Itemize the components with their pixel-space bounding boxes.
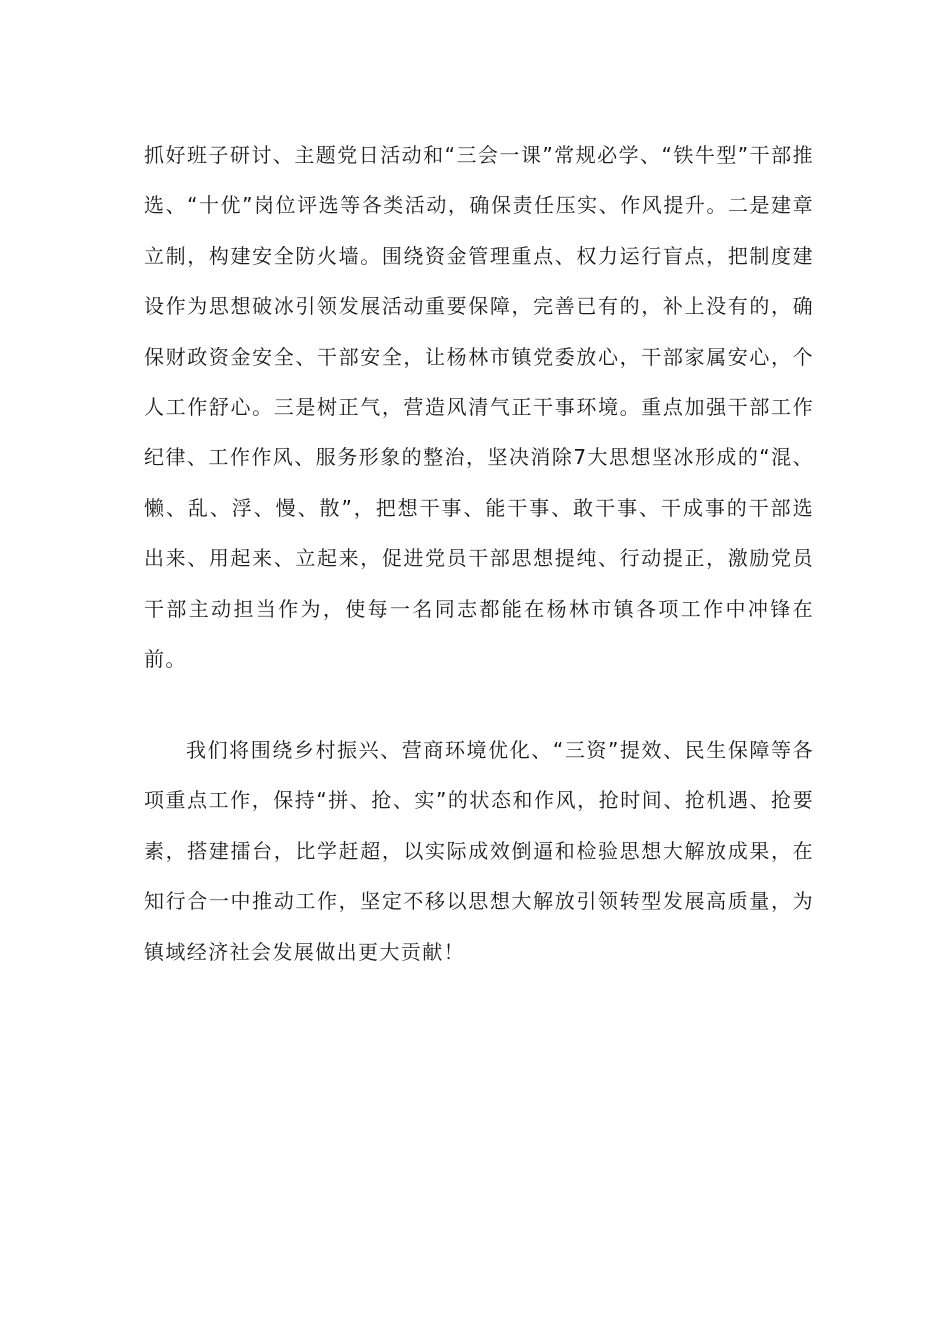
body-paragraph: 抓好班子研讨、主题党日活动和“三会一课”常规必学、“铁牛型”干部推选、“十优”岗位评选等各类活动，确保责任压实、作风提升。二是建章立制，构建安全防火墙。围绕资金管理重点、权力运行盲点，把制度建设作为思想破冰引领发展活动重要保障，完善已有的，补上没有的，确保财政资金安全、干部安全，让杨林市镇党委放心，干部家属安心，个人工作舒心。三是树正气，营造风清气正干事环境。重点加强干部工作纪律、工作作风、服务形象的整治，坚决消除7大思想坚冰形成的“混、懒、乱、浮、慢、散”，把想干事、能干事、敢干事、干成事的干部选出来、用起来、立起来，促进党员干部思想提纯、行动提正，激励党员干部主动担当作为，使每一名同志都能在杨林市镇各项工作中冲锋在前。 <box>144 143 814 672</box>
body-paragraph: 我们将围绕乡村振兴、营商环境优化、“三资”提效、民生保障等各项重点工作，保持“拼、抢、实”的状态和作风，抢时间、抢机遇、抢要素，搭建擂台，比学赶超，以实际成效倒逼和检验思想大解放成果，在知行合一中推动工作，坚定不移以思想大解放引领转型发展高质量，为镇域经济社会发展做出更大贡献！ <box>144 738 814 964</box>
